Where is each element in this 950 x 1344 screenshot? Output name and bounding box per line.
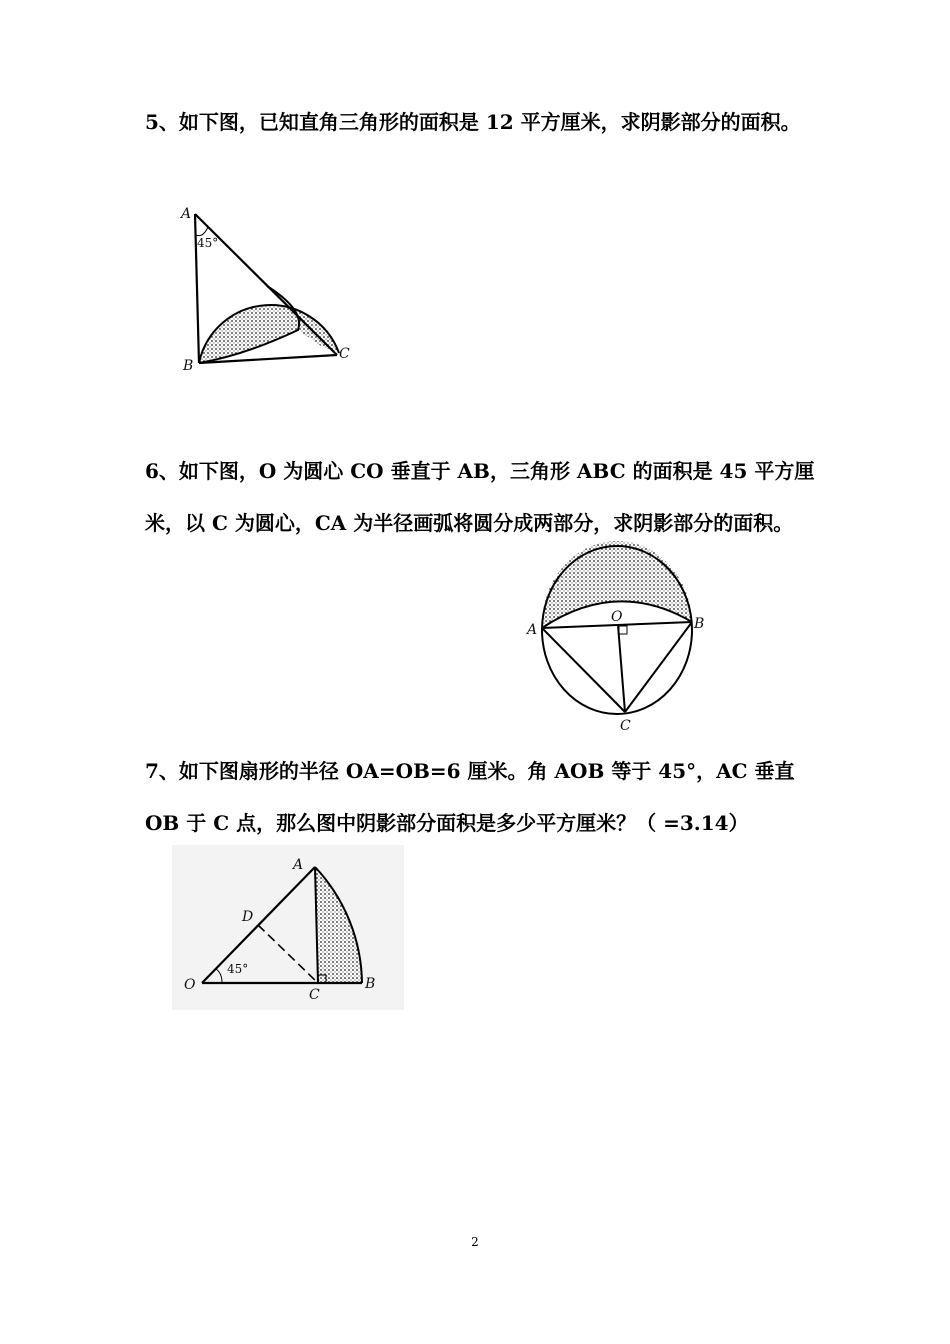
right-angle-mark — [619, 626, 627, 634]
question-5-body: 、如下图，已知直角三角形的面积是 12 平方厘米，求阴影部分的面积。 — [158, 110, 801, 134]
label-b: B — [365, 976, 376, 992]
question-5-number: 5 — [145, 110, 159, 134]
question-6-figure — [525, 540, 720, 735]
angle-label: 45° — [197, 236, 219, 250]
angle-label: 45° — [227, 962, 249, 976]
question-5-figure — [175, 200, 365, 380]
label-c: C — [309, 987, 320, 1003]
label-c: C — [339, 346, 350, 362]
shaded-region — [199, 305, 339, 363]
label-o: O — [184, 977, 196, 993]
question-6-text — [145, 445, 815, 549]
label-d: D — [242, 909, 254, 925]
side-ac — [542, 628, 625, 712]
label-a: A — [293, 857, 304, 873]
label-o: O — [611, 609, 623, 625]
question-7-body: 、如下图扇形的半径 OA=OB=6 厘米。角 AOB 等于 45°，AC 垂直 OB 于 C 点，那么图中阴影部分面积是多少平方厘米？（ =3.14） — [145, 759, 795, 835]
question-7-number: 7 — [145, 759, 159, 783]
question-7-text — [145, 745, 815, 849]
question-5-text — [145, 96, 815, 148]
segment-co — [618, 625, 625, 712]
label-b: B — [694, 616, 705, 632]
question-7-figure — [172, 845, 404, 1010]
label-c: C — [620, 718, 631, 734]
question-6-number: 6 — [145, 459, 159, 483]
label-a: A — [527, 622, 538, 638]
label-b: B — [183, 358, 194, 374]
page-number: 2 — [471, 1235, 479, 1249]
angle-arc — [196, 227, 208, 236]
side-bc — [625, 622, 692, 712]
question-6-body: 、如下图，O 为圆心 CO 垂直于 AB，三角形 ABC 的面积是 45 平方厘米，以 C 为圆心，CA 为半径画弧将圆分成两部分，求阴影部分的面积。 — [145, 459, 815, 535]
label-a: A — [181, 206, 192, 222]
